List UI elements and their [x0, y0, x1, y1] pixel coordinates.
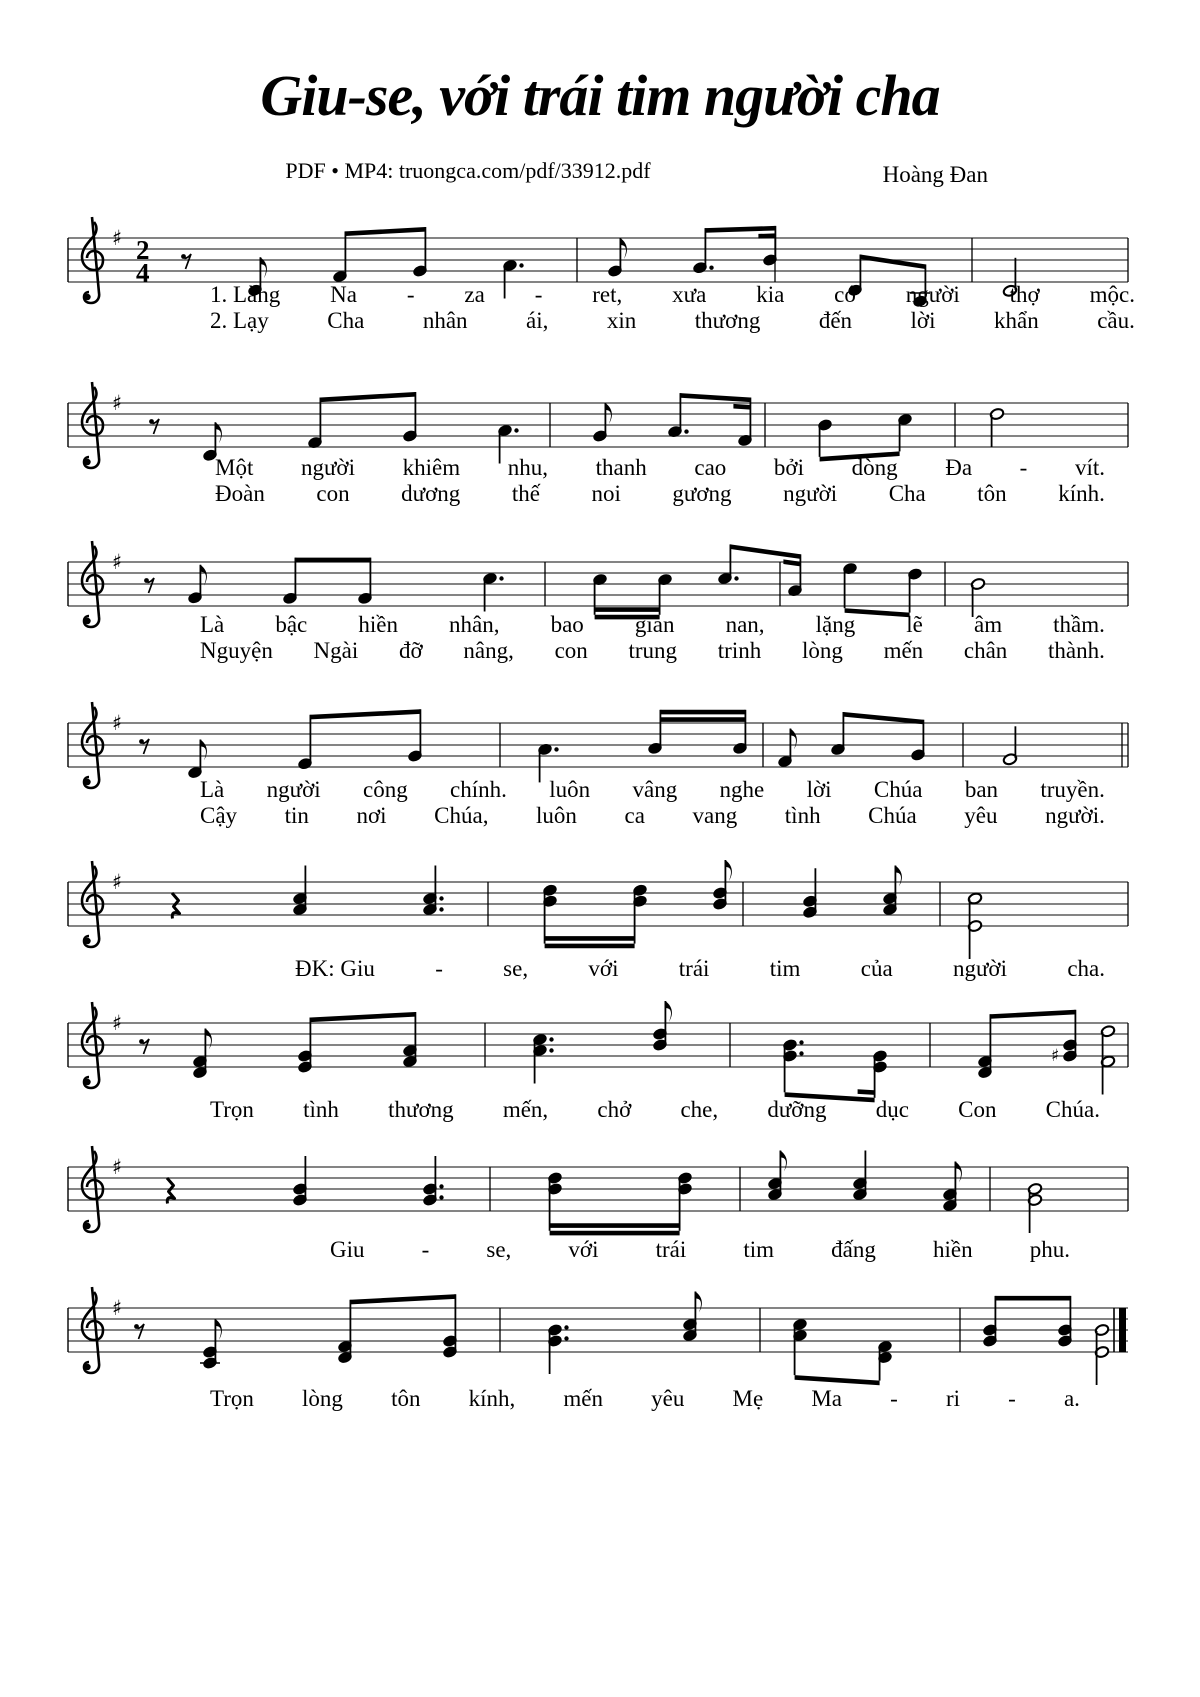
lyric-word: người — [905, 282, 960, 307]
lyric-word: gương — [672, 481, 732, 506]
lyric-word: trái — [678, 956, 710, 981]
lyric-word: Ngài — [313, 638, 359, 663]
lyric-word: hiền — [932, 1237, 973, 1262]
lyric-word: truyền. — [1040, 777, 1105, 802]
lyric-word: Mẹ — [732, 1386, 764, 1411]
lyric-word: nan, — [725, 612, 765, 637]
lyric-word: Chúa. — [1045, 1097, 1100, 1122]
lyric-word: Giu — [330, 1237, 365, 1262]
key-signature-sharp: ♯ — [112, 550, 123, 574]
staff-svg — [60, 993, 1200, 1111]
lyrics-line — [210, 282, 1135, 308]
lyric-word: với — [568, 1237, 599, 1262]
lyric-word: Là — [200, 612, 225, 637]
staff-svg — [60, 1278, 1200, 1396]
lyric-word: luôn — [536, 803, 577, 828]
lyric-word: tin — [284, 803, 309, 828]
lyric-word: thương — [694, 308, 761, 333]
lyric-word: người — [266, 777, 321, 802]
lyric-word: có — [834, 282, 856, 307]
lyric-word: mến — [563, 1386, 603, 1411]
music-system-4 — [60, 693, 1200, 828]
lyric-word: Đoàn — [215, 481, 265, 506]
lyric-word: dương — [401, 481, 461, 506]
lyric-word: trái — [655, 1237, 687, 1262]
music-system-8 — [60, 1278, 1200, 1411]
lyric-word: lời — [806, 777, 832, 802]
lyric-word: nâng, — [463, 638, 514, 663]
lyric-word: ri — [945, 1386, 960, 1411]
lyric-word: kia — [756, 282, 785, 307]
lyric-word: se, — [503, 956, 529, 981]
lyric-word: - — [534, 282, 543, 307]
lyric-word: khẩn — [994, 308, 1039, 333]
lyric-word: ĐK: Giu — [295, 956, 375, 981]
lyrics-line — [210, 308, 1135, 334]
lyric-word: dưỡng — [767, 1097, 827, 1122]
lyric-word: nơi — [356, 803, 387, 828]
lyric-word: người. — [1045, 803, 1105, 828]
lyric-word: với — [588, 956, 619, 981]
lyric-word: thanh — [595, 455, 647, 480]
lyric-word: luôn — [549, 777, 591, 802]
lyric-word: con — [554, 638, 588, 663]
lyric-word: tôn — [391, 1386, 421, 1411]
lyric-word: 1. Làng — [210, 282, 281, 307]
lyrics-line — [295, 956, 1105, 982]
lyric-word: âm — [973, 612, 1003, 637]
lyric-word: gian — [634, 612, 675, 637]
lyric-word: Đa — [945, 455, 973, 480]
lyric-word: Trọn — [210, 1386, 254, 1411]
lyric-word: ca — [624, 803, 645, 828]
source-url-text: PDF • MP4: truongca.com/pdf/33912.pdf — [285, 158, 651, 183]
key-signature-sharp: ♯ — [112, 1296, 123, 1320]
lyric-word: dục — [875, 1097, 909, 1122]
lyric-word: xưa — [672, 282, 707, 307]
lyric-word: vít. — [1074, 455, 1105, 480]
lyric-word: công — [362, 777, 408, 802]
lyric-word: - — [406, 282, 415, 307]
key-signature-sharp: ♯ — [112, 226, 123, 250]
svg-text:♯: ♯ — [1051, 1046, 1060, 1066]
lyric-word: bởi — [773, 455, 804, 480]
composer-name: Hoàng Đan — [882, 162, 988, 187]
lyrics-line — [200, 803, 1105, 829]
lyric-word: khiêm — [402, 455, 461, 480]
lyric-word: chân — [963, 638, 1008, 663]
key-signature-sharp: ♯ — [112, 1155, 123, 1179]
lyrics-line — [200, 777, 1105, 803]
lyric-word: Nguyện — [200, 638, 273, 663]
lyric-word: Chúa — [873, 777, 923, 802]
music-system-2 — [60, 373, 1200, 506]
lyric-word: ái, — [526, 308, 549, 333]
time-signature-bottom: 4 — [136, 258, 150, 288]
lyric-word: người — [952, 956, 1007, 981]
lyric-word: Là — [200, 777, 225, 802]
lyrics-line — [330, 1237, 1070, 1263]
lyric-word: - — [421, 1237, 430, 1262]
song-title: Giu-se, với trái tim người cha — [260, 63, 940, 128]
lyrics-line — [200, 638, 1105, 664]
lyric-word: lẽ — [906, 612, 923, 637]
lyric-word: - — [1008, 1386, 1016, 1411]
lyric-word: Con — [958, 1097, 997, 1122]
lyric-word: - — [1019, 455, 1028, 480]
lyric-word: trinh — [717, 638, 762, 663]
lyric-word: nhân, — [449, 612, 500, 637]
lyric-word: Cậy — [200, 803, 238, 828]
lyric-word: nghe — [719, 777, 765, 802]
time-signature-top: 2 — [136, 235, 150, 265]
music-system-3 — [60, 532, 1200, 663]
lyric-word: tình — [784, 803, 821, 828]
lyrics-line — [215, 481, 1105, 507]
lyric-word: Na — [330, 282, 357, 307]
lyric-word: thế — [511, 481, 540, 506]
lyric-word: cha. — [1067, 956, 1105, 981]
lyric-word: - — [890, 1386, 898, 1411]
lyric-word: lòng — [801, 638, 843, 663]
lyric-word: Ma — [811, 1386, 842, 1411]
lyric-word: yêu — [651, 1386, 685, 1411]
lyric-word: cao — [694, 455, 727, 480]
lyric-word: noi — [591, 481, 621, 506]
lyric-word: kính. — [1058, 481, 1105, 506]
music-system-7 — [60, 1137, 1200, 1262]
lyrics-line — [210, 1386, 1080, 1412]
lyrics-line — [200, 612, 1105, 638]
lyric-word: đỡ — [398, 638, 423, 663]
lyrics-line — [215, 455, 1105, 481]
lyric-word: se, — [486, 1237, 512, 1262]
lyric-word: vâng — [632, 777, 678, 802]
lyric-word: cầu. — [1097, 308, 1135, 333]
lyric-word: bậc — [275, 612, 308, 637]
music-system-5 — [60, 852, 1200, 981]
key-signature-sharp: ♯ — [112, 711, 123, 735]
lyric-word: thành. — [1048, 638, 1105, 663]
lyric-word: - — [435, 956, 443, 981]
key-signature-sharp: ♯ — [112, 391, 123, 415]
lyric-word: mến — [883, 638, 924, 663]
lyric-word: ret, — [592, 282, 623, 307]
staff-svg — [60, 852, 1200, 970]
music-system-6 — [60, 993, 1200, 1122]
lyric-word: lòng — [302, 1386, 343, 1411]
key-signature-sharp: ♯ — [112, 1011, 123, 1035]
lyric-word: ban — [964, 777, 999, 802]
lyric-word: bao — [550, 612, 584, 637]
lyric-word: a. — [1063, 1386, 1080, 1411]
lyric-word: Một — [215, 455, 254, 480]
lyric-word: nhân — [422, 308, 468, 333]
lyric-word: Chúa, — [434, 803, 489, 828]
lyric-word: người — [300, 455, 355, 480]
lyric-word: dòng — [851, 455, 898, 480]
lyric-word: xin — [606, 308, 637, 333]
lyric-word: tim — [743, 1237, 775, 1262]
lyric-word: chính. — [450, 777, 507, 802]
lyric-word: phu. — [1029, 1237, 1070, 1262]
lyric-word: của — [860, 956, 893, 981]
lyric-word: trung — [628, 638, 678, 663]
lyric-word: đến — [818, 308, 853, 333]
lyric-word: con — [316, 481, 350, 506]
lyric-word: đấng — [831, 1237, 876, 1262]
lyric-word: thương — [388, 1097, 454, 1122]
lyric-word: mộc. — [1089, 282, 1135, 307]
lyric-word: Chúa — [868, 803, 917, 828]
lyric-word: Cha — [327, 308, 365, 333]
lyric-word: nhu, — [507, 455, 548, 480]
lyric-word: Cha — [888, 481, 926, 506]
lyric-word: tình — [303, 1097, 339, 1122]
lyrics-line — [210, 1097, 1100, 1123]
lyric-word: người — [783, 481, 838, 506]
lyric-word: yêu — [964, 803, 998, 828]
lyric-word: mến, — [502, 1097, 549, 1122]
lyric-word: tôn — [977, 481, 1007, 506]
lyric-word: chở — [597, 1097, 632, 1122]
lyric-word: thợ — [1009, 282, 1040, 307]
lyric-word: lời — [910, 308, 936, 333]
music-system-1 — [60, 208, 1200, 333]
lyric-word: lặng — [815, 612, 856, 637]
lyric-word: vang — [692, 803, 738, 828]
lyric-word: Trọn — [210, 1097, 254, 1122]
lyric-word: tim — [769, 956, 801, 981]
lyric-word: thầm. — [1053, 612, 1105, 637]
lyric-word: 2. Lạy — [210, 308, 269, 333]
key-signature-sharp: ♯ — [112, 870, 123, 894]
lyric-word: za — [464, 282, 485, 307]
lyric-word: che, — [680, 1097, 719, 1122]
lyric-word: hiền — [358, 612, 398, 637]
lyric-word: kính, — [468, 1386, 516, 1411]
